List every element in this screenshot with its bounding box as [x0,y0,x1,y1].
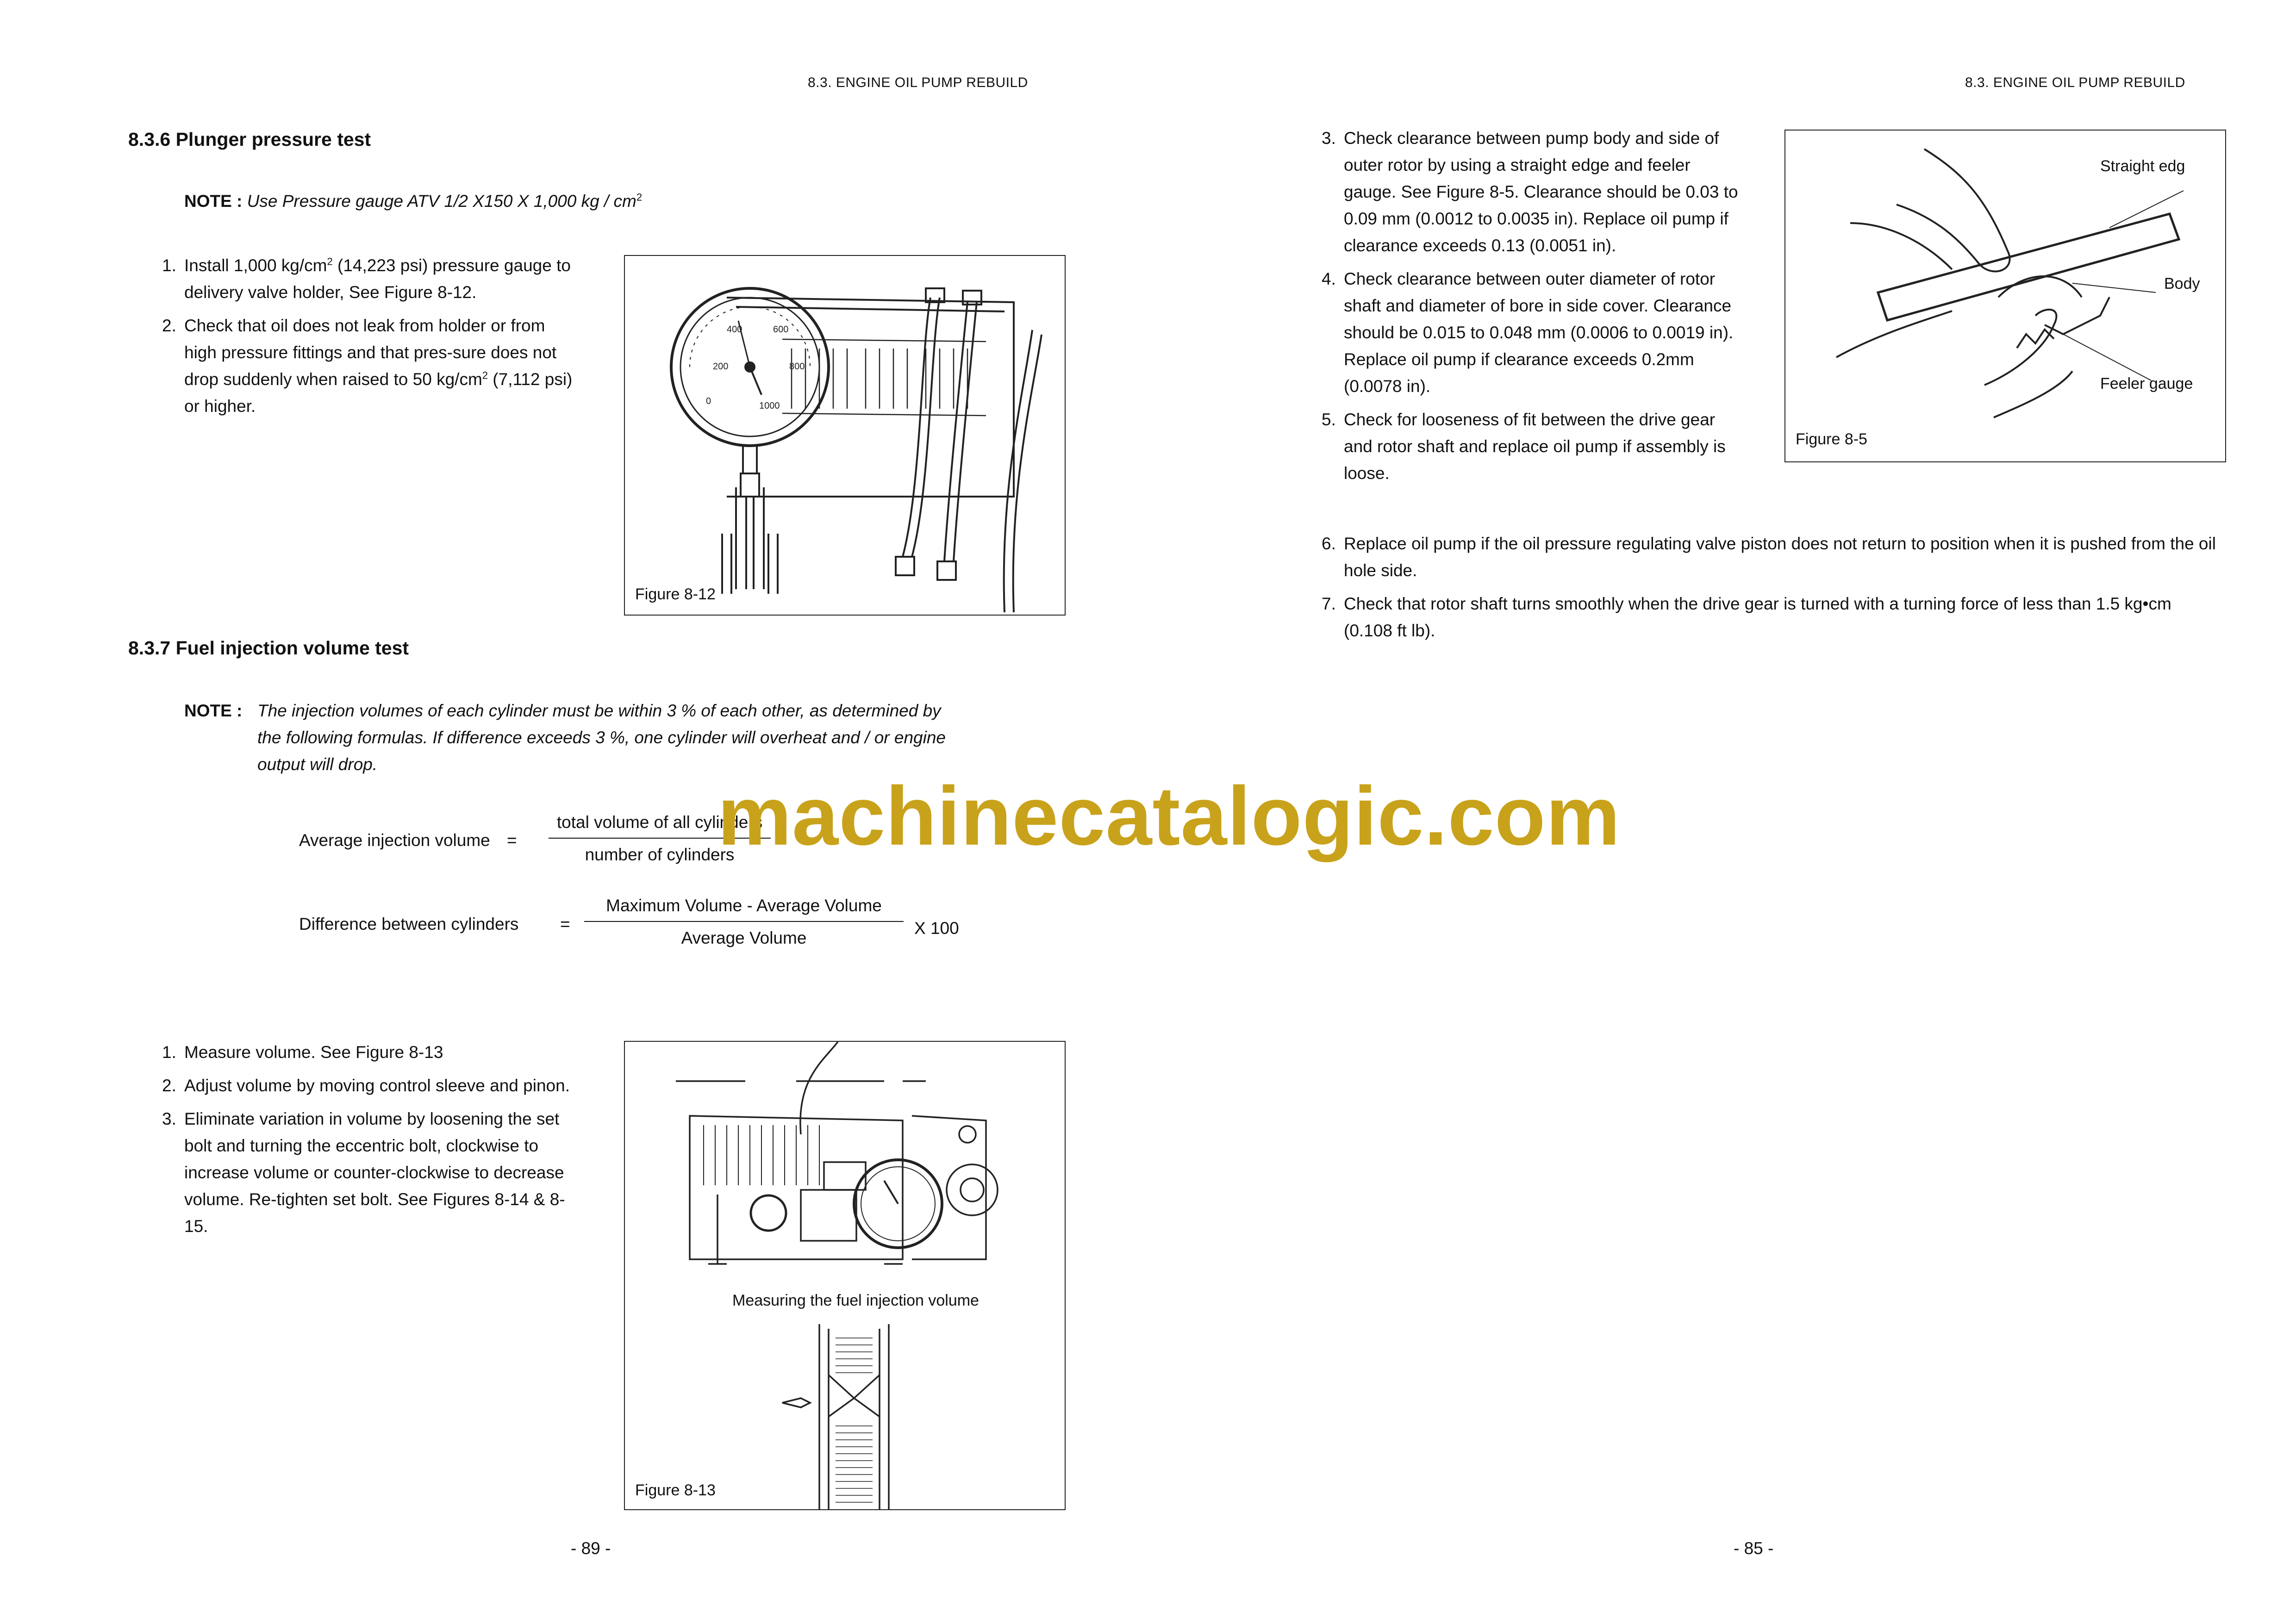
list-item [1322,125,1743,259]
step-number: 6. [1322,534,1336,553]
section-title-fuel-injection-volume-test: 8.3.7 Fuel injection volume test [128,637,409,659]
note-line: the following formulas. If difference exceeds 3 %, one cylinder will overheat and / or engine [257,728,946,747]
step-text: Install 1,000 kg/cm [184,256,327,275]
note-label: NOTE : [184,192,243,211]
formula-equals: = [560,915,570,933]
figure-8-5 [1784,130,2226,462]
list-item [162,252,574,306]
step-number: 1. [162,256,176,275]
step-text: Check clearance between pump body and side of outer rotor by using a straight edge and feeler gauge. See Figure 8-5. Clearance should be 0.03 to 0.09 mm (0.0012 to 0.0035 in). Replace oil pump if clearance exceeds 0.13 (0.0051 in). [1344,129,1738,255]
section-title-plunger-pressure-test: 8.3.6 Plunger pressure test [128,129,371,150]
step-number: 4. [1322,269,1336,288]
injection-steps-list [162,1039,574,1246]
note-line: The injection volumes of each cylinder must be within 3 % of each other, as determined by [257,701,941,720]
step-text: Check for looseness of fit between the drive gear and rotor shaft and replace oil pump if assembly is loose. [1344,410,1726,483]
step-text: Eliminate variation in volume by loosening the set bolt and turning the eccentric bolt, clockwise to increase volume or counter-clockwise to decrease volume. Re-tighten set bolt. See Figures 8-14 & 8-15. [184,1109,565,1236]
note-label: NOTE : [184,701,243,720]
list-item [1322,591,2220,644]
note-pressure-gauge [184,188,642,215]
step-text: Adjust volume by moving control sleeve and pinon. [184,1076,570,1095]
step-number: 1. [162,1043,176,1062]
step-text: (7,112 psi) or higher. [184,370,573,416]
right-page-header: 8.3. ENGINE OIL PUMP REBUILD [1965,75,2185,90]
gauge-label: 200 [713,361,729,372]
gauge-label: 600 [773,324,789,335]
step-sup: 2 [327,255,333,268]
formula-denominator: number of cylinders [585,845,735,864]
gauge-label: 0 [706,396,711,406]
list-item [1322,406,1743,487]
left-page-header: 8.3. ENGINE OIL PUMP REBUILD [808,75,1028,90]
list-item [162,1106,574,1240]
figure-inner-caption: Measuring the fuel injection volume [732,1292,979,1309]
formula-denominator: Average Volume [681,928,807,947]
note-text: Use Pressure gauge ATV 1/2 X150 X 1,000 kg / cm [247,192,636,211]
gauge-label: 1000 [759,401,780,411]
injection-volume-illustration [625,1042,1065,1509]
formula-suffix: X 100 [914,919,959,938]
list-item [1322,266,1743,400]
step-number: 3. [1322,129,1336,148]
right-page-number: - 85 - [1734,1539,1774,1558]
formula-lhs: Difference between cylinders [299,915,519,933]
figure-caption: Figure 8-13 [635,1481,716,1499]
step-number: 3. [162,1109,176,1128]
step-number: 5. [1322,410,1336,429]
figure-8-12 [624,255,1066,616]
step-text: Check that oil does not leak from holder or from high pressure fittings and that pres-sure does not drop suddenly when raised to 50 kg/cm [184,316,557,389]
formula-fraction [584,896,904,948]
list-item [162,1039,574,1066]
watermark-text: machinecatalogic.com [718,770,1621,863]
step-text: (14,223 psi) pressure gauge to delivery valve holder, See Figure 8-12. [184,256,571,302]
figure-8-13 [624,1041,1066,1510]
left-page-number: - 89 - [571,1539,611,1558]
note-line: output will drop. [257,755,378,774]
right-steps-narrow-list [1322,125,1743,493]
formula-lhs: Average injection volume [299,831,490,850]
right-steps-wide-list [1322,530,2220,651]
figure-caption: Figure 8-12 [635,585,716,603]
figure-caption: Figure 8-5 [1796,430,1867,448]
note-sup: 2 [636,191,643,203]
formula-numerator: total volume of all cylinders [556,813,763,832]
plunger-steps-list [162,252,574,426]
list-item [1322,530,2220,584]
step-number: 2. [162,316,176,335]
feeler-gauge-illustration [1785,131,2225,461]
note-injection-volumes [184,697,1064,774]
gauge-label: 400 [727,324,742,335]
step-number: 2. [162,1076,176,1095]
list-item [162,312,574,420]
step-number: 7. [1322,594,1336,613]
figure-label-feeler-gauge: Feeler gauge [2100,375,2193,392]
step-sup: 2 [482,369,488,381]
step-text: Check clearance between outer diameter of rotor shaft and diameter of bore in side cover. Clearance should be 0.015 to 0.048 mm (0.0006 to 0.0019 in). Replace oil pump if clearance exceeds 0.2mm (0.0078 in). [1344,269,1734,396]
step-text: Check that rotor shaft turns smoothly when the drive gear is turned with a turning force of less than 1.5 kg•cm (0.108 ft lb). [1344,594,2171,640]
figure-label-body: Body [2164,275,2200,292]
gauge-label: 800 [789,361,805,372]
formula-numerator: Maximum Volume - Average Volume [606,896,882,915]
figure-label-straight-edge: Straight edg [2100,157,2185,175]
step-text: Measure volume. See Figure 8-13 [184,1043,443,1062]
step-text: Replace oil pump if the oil pressure regulating valve piston does not return to position when it is pushed from the oil hole side. [1344,534,2216,580]
list-item [162,1072,574,1099]
formula-equals: = [507,831,517,850]
pressure-gauge-illustration [625,256,1065,615]
